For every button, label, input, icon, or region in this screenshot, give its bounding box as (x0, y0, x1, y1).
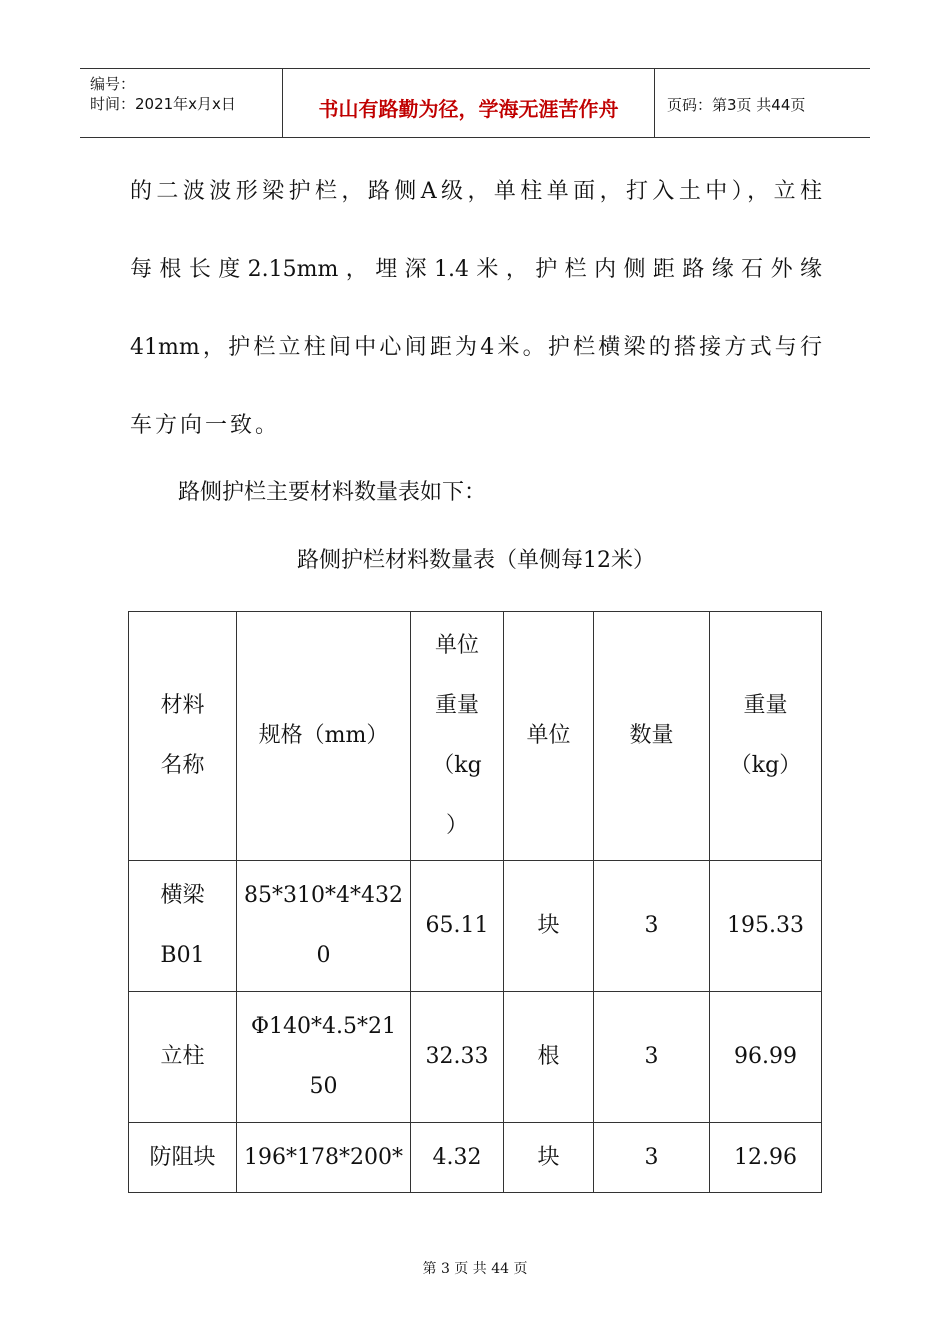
header-material-name: 材料 名称 (129, 612, 237, 861)
page-footer: 第 3 页 共 44 页 (422, 1261, 528, 1277)
cell-weight: 195.33 (710, 861, 822, 992)
cell-quantity: 3 (594, 861, 710, 992)
cell-unit: 块 (504, 861, 594, 992)
body-line-1: 的二波波形梁护栏，路侧A级，单柱单面，打入土中），立柱 (130, 179, 822, 204)
cell-unit-weight: 32.33 (411, 992, 504, 1123)
cell-spec: 85*310*4*432 0 (237, 861, 411, 992)
cell-weight: 96.99 (710, 992, 822, 1123)
body-line-2: 每根长度2.15mm，埋深1.4米，护栏内侧距路缘石外缘 (130, 257, 822, 282)
cell-unit: 块 (504, 1123, 594, 1193)
header-page-info: 页码：第3页 共44页 (667, 96, 806, 114)
document-time-label: 时间：2021年x月x日 (90, 95, 236, 113)
body-line-4: 车方向一致。 (130, 413, 281, 438)
table-header-row (129, 612, 822, 861)
table-row (129, 1123, 822, 1193)
header-weight: 重量 （kg） (710, 612, 822, 861)
header-left-cell (80, 69, 283, 137)
document-number-label: 编号： (90, 75, 136, 93)
header-right-cell (655, 69, 870, 137)
cell-material-name: 立柱 (129, 992, 237, 1123)
cell-spec: 196*178*200* (237, 1123, 411, 1193)
header-unit-weight: 单位 重量 （kg ） (411, 612, 504, 861)
page-header (80, 68, 870, 138)
cell-material-name: 横梁 B01 (129, 861, 237, 992)
cell-spec: Φ140*4.5*21 50 (237, 992, 411, 1123)
table-row (129, 861, 822, 992)
cell-quantity: 3 (594, 1123, 710, 1193)
materials-table (128, 611, 822, 1193)
body-line-3: 41mm，护栏立柱间中心间距为4米。护栏横梁的搭接方式与行 (130, 335, 822, 360)
cell-weight: 12.96 (710, 1123, 822, 1193)
table-intro: 路侧护栏主要材料数量表如下： (178, 480, 487, 505)
table-caption: 路侧护栏材料数量表（单侧每12米） (297, 548, 655, 573)
header-motto: 书山有路勤为径，学海无涯苦作舟 (318, 97, 619, 121)
header-spec: 规格（mm） (237, 612, 411, 861)
header-unit: 单位 (504, 612, 594, 861)
header-motto-cell (283, 69, 655, 137)
cell-material-name: 防阻块 (129, 1123, 237, 1193)
cell-unit-weight: 65.11 (411, 861, 504, 992)
cell-unit-weight: 4.32 (411, 1123, 504, 1193)
cell-quantity: 3 (594, 992, 710, 1123)
table-row (129, 992, 822, 1123)
header-quantity: 数量 (594, 612, 710, 861)
cell-unit: 根 (504, 992, 594, 1123)
